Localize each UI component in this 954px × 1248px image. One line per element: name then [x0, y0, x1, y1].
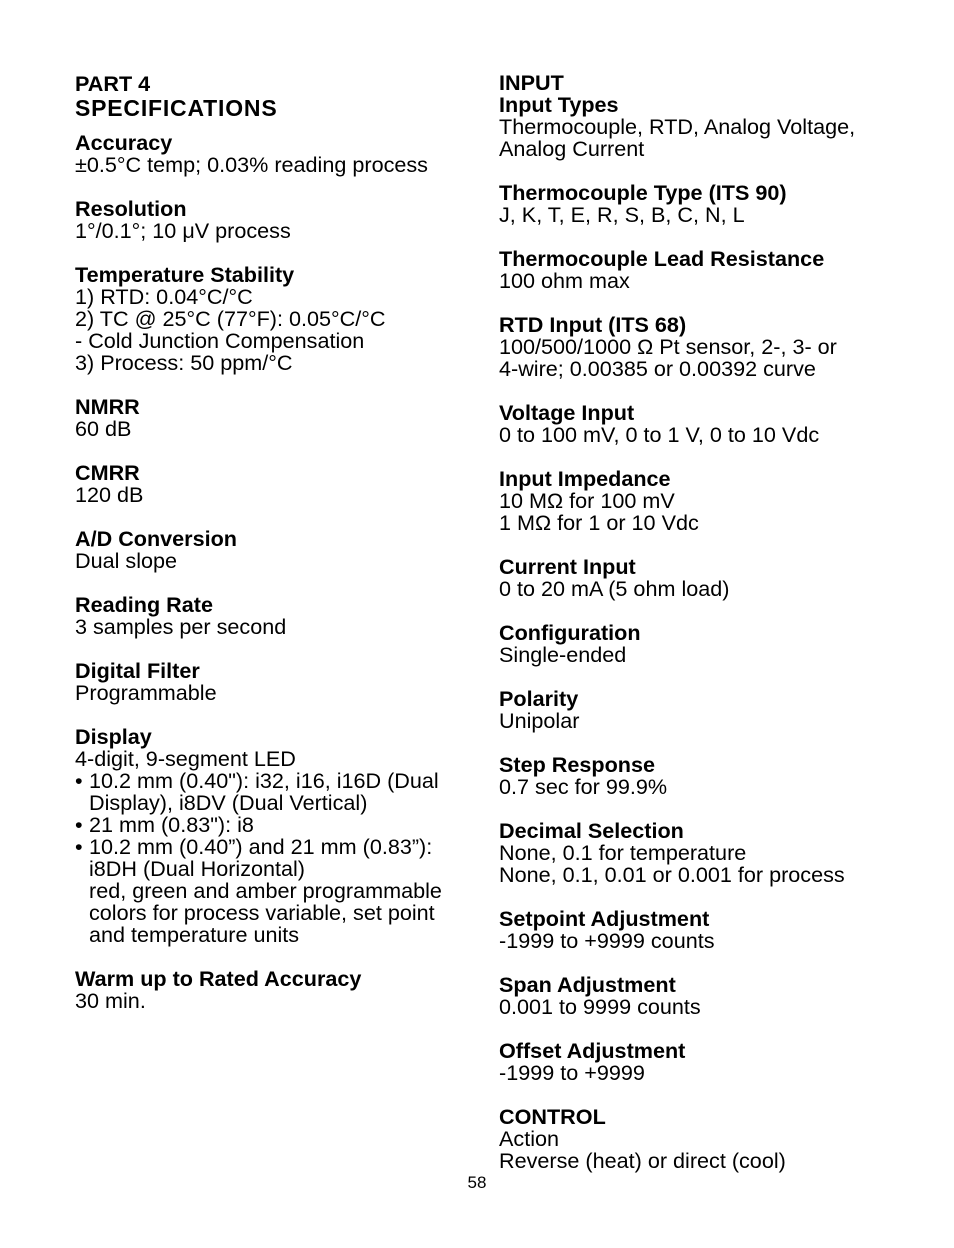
spec-value: Analog Current — [499, 136, 645, 161]
bullet-text: and temperature units — [89, 922, 300, 947]
spec-section — [499, 402, 919, 446]
spec-value: 4-digit, 9-segment LED — [75, 746, 296, 771]
spec-value: None, 0.1 for temperature — [499, 840, 747, 865]
spec-value: 0 to 100 mV, 0 to 1 V, 0 to 10 Vdc — [499, 422, 820, 447]
spec-value: Single-ended — [499, 642, 627, 667]
spec-value: None, 0.1, 0.01 or 0.001 for process — [499, 862, 845, 887]
spec-value: Thermocouple, RTD, Analog Voltage, — [499, 114, 856, 139]
spec-heading: CONTROL — [499, 1104, 606, 1129]
spec-value: -1999 to +9999 — [499, 1060, 645, 1085]
spec-heading: Configuration — [499, 620, 641, 645]
spec-value: 0.001 to 9999 counts — [499, 994, 701, 1019]
spec-heading: NMRR — [75, 394, 140, 419]
spec-value: 100/500/1000 Ω Pt sensor, 2-, 3- or — [499, 334, 837, 359]
spec-value: 10 MΩ for 100 mV — [499, 488, 675, 513]
page-number: 58 — [467, 1173, 487, 1192]
spec-heading: Voltage Input — [499, 400, 635, 425]
part-label: PART 4 — [75, 71, 151, 96]
spec-value: 4-wire; 0.00385 or 0.00392 curve — [499, 356, 816, 381]
spec-value: Reverse (heat) or direct (cool) — [499, 1148, 786, 1173]
spec-section — [75, 528, 475, 572]
bullet-text: Display), i8DV (Dual Vertical) — [89, 790, 368, 815]
spec-display — [75, 726, 475, 946]
spec-heading: RTD Input (ITS 68) — [499, 312, 687, 337]
spec-heading: Temperature Stability — [75, 262, 295, 287]
spec-section — [499, 248, 919, 292]
spec-section — [499, 72, 919, 94]
display-bullet-list — [75, 770, 475, 946]
spec-heading: Input Impedance — [499, 466, 671, 491]
spec-value: 1 MΩ for 1 or 10 Vdc — [499, 510, 699, 535]
spec-heading: Reading Rate — [75, 592, 213, 617]
spec-heading: Resolution — [75, 196, 187, 221]
spec-value: - Cold Junction Compensation — [75, 328, 365, 353]
spec-section — [75, 660, 475, 704]
spec-section — [75, 594, 475, 638]
spec-heading: Input Types — [499, 92, 619, 117]
spec-heading: Current Input — [499, 554, 636, 579]
right-spec-list — [499, 72, 919, 1172]
spec-value: 100 ohm max — [499, 268, 630, 293]
spec-value: 120 dB — [75, 482, 144, 507]
spec-section — [75, 132, 475, 176]
spec-value: Programmable — [75, 680, 217, 705]
spec-heading: INPUT — [499, 70, 564, 95]
spec-section — [499, 974, 919, 1018]
spec-section — [499, 1128, 919, 1172]
spec-section — [499, 754, 919, 798]
spec-section — [499, 468, 919, 534]
spec-value: 1°/0.1°; 10 μV process — [75, 218, 291, 243]
left-spec-list — [75, 132, 475, 704]
bullet-item — [75, 814, 475, 836]
spec-value: 1) RTD: 0.04°C/°C — [75, 284, 253, 309]
spec-heading: Decimal Selection — [499, 818, 684, 843]
spec-section — [499, 908, 919, 952]
spec-value: J, K, T, E, R, S, B, C, N, L — [499, 202, 745, 227]
spec-section — [499, 688, 919, 732]
spec-heading: Action — [499, 1126, 560, 1151]
spec-section — [499, 314, 919, 380]
spec-value: -1999 to +9999 counts — [499, 928, 715, 953]
spec-section — [499, 1040, 919, 1084]
spec-value: Unipolar — [499, 708, 580, 733]
bullet-text: 10.2 mm (0.40”) and 21 mm (0.83”): — [89, 834, 433, 859]
spec-value: 0.7 sec for 99.9% — [499, 774, 668, 799]
spec-heading: Thermocouple Lead Resistance — [499, 246, 825, 271]
spec-heading: Warm up to Rated Accuracy — [75, 966, 362, 991]
spec-value: 0 to 20 mA (5 ohm load) — [499, 576, 730, 601]
bullet-text: 10.2 mm (0.40"): i32, i16, i16D (Dual — [89, 768, 439, 793]
spec-heading: Accuracy — [75, 130, 173, 155]
spec-section — [499, 622, 919, 666]
spec-heading: Thermocouple Type (ITS 90) — [499, 180, 787, 205]
spec-value: 30 min. — [75, 988, 146, 1013]
spec-section — [75, 198, 475, 242]
spec-value: 60 dB — [75, 416, 132, 441]
spec-heading: Display — [75, 724, 152, 749]
spec-heading: Span Adjustment — [499, 972, 676, 997]
section-title: SPECIFICATIONS — [75, 95, 278, 121]
spec-section — [75, 264, 475, 374]
spec-value: 3) Process: 50 ppm/°C — [75, 350, 293, 375]
spec-value: 3 samples per second — [75, 614, 287, 639]
spec-value: ±0.5°C temp; 0.03% reading process — [75, 152, 428, 177]
bullet-text: 21 mm (0.83"): i8 — [89, 812, 254, 837]
left-column — [75, 72, 475, 1034]
spec-value: Dual slope — [75, 548, 178, 573]
bullet-icon: • — [75, 834, 83, 859]
bullet-item — [75, 770, 475, 792]
spec-section — [499, 182, 919, 226]
bullet-text: red, green and amber programmable — [89, 878, 442, 903]
spec-warmup — [75, 968, 475, 1012]
spec-heading: Polarity — [499, 686, 579, 711]
bullet-icon: • — [75, 768, 83, 793]
spec-section — [499, 556, 919, 600]
spec-heading: Digital Filter — [75, 658, 200, 683]
spec-heading: A/D Conversion — [75, 526, 237, 551]
spec-heading: Step Response — [499, 752, 655, 777]
bullet-text: colors for process variable, set point — [89, 900, 435, 925]
bullet-text: i8DH (Dual Horizontal) — [89, 856, 306, 881]
bullet-item — [75, 836, 475, 858]
spec-section — [499, 1106, 919, 1128]
bullet-icon: • — [75, 812, 83, 837]
spec-section — [499, 820, 919, 886]
spec-section — [75, 396, 475, 440]
spec-value: 2) TC @ 25°C (77°F): 0.05°C/°C — [75, 306, 386, 331]
spec-section — [75, 462, 475, 506]
spec-heading: CMRR — [75, 460, 140, 485]
right-column — [499, 72, 919, 1194]
spec-heading: Offset Adjustment — [499, 1038, 686, 1063]
spec-heading: Setpoint Adjustment — [499, 906, 710, 931]
spec-section — [499, 94, 919, 160]
